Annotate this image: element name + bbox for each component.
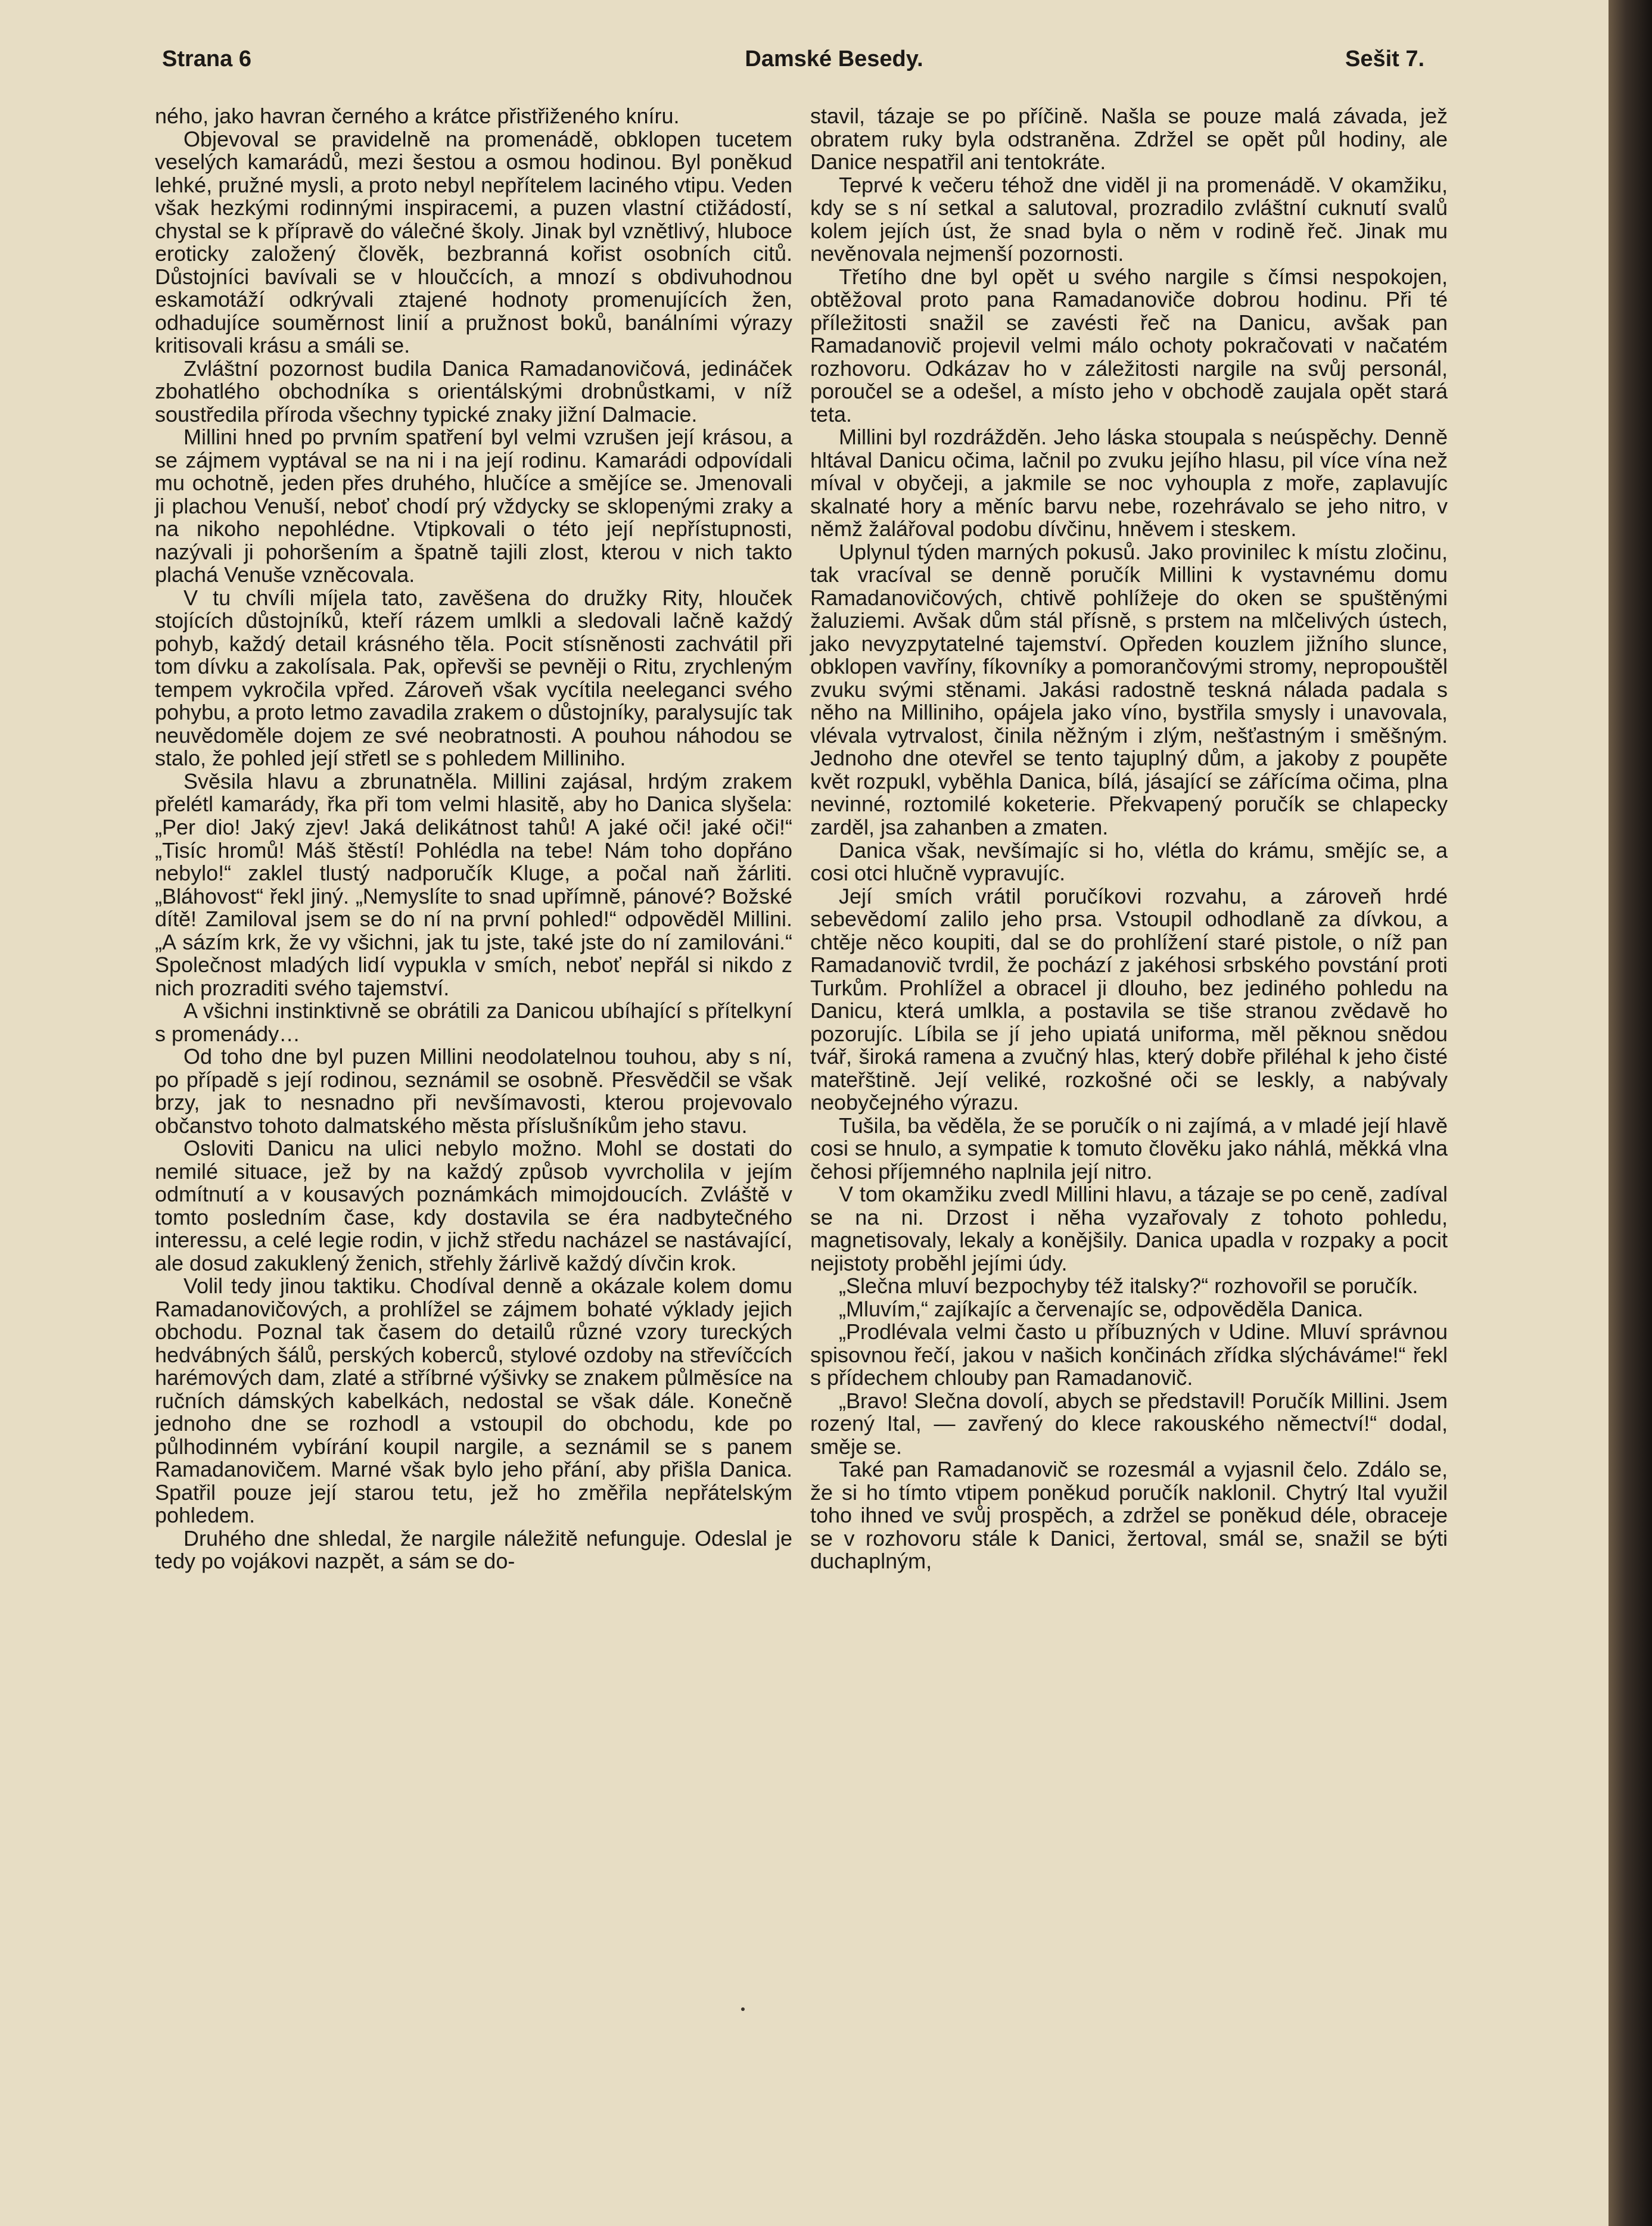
paragraph: „Prodlévala velmi často u příbuzných v Udine. Mluví správnou spisovnou řečí, jakou v našich končinách zřídka slýcháváme!“ řekl s přídechem chlouby pan Ramadanovič. [810, 1319, 1448, 1390]
left-text-column [155, 105, 792, 1573]
paragraph: V tu chvíli míjela tato, zavěšena do družky Rity, hlouček stojících důstojníků, kteří rázem umlkli a sledovali lačně každý pohyb, každý detail krásného těla. Pocit stísněnosti zachvátil při tom dívku a zakolísala. Pak, opřevši se pevněji o Ritu, zrychleným tempem vykročila vpřed. Zároveň však vycítila neeleganci svého pohybu, a proto letmo zavadila zrakem o důstojníky, paralysujíc tak neuvědoměle dojem ze své neobratnosti. A pouhou náhodou se stalo, že pohled její střetl se s pohledem Milliniho. [155, 585, 792, 771]
paragraph: V tom okamžiku zvedl Millini hlavu, a tázaje se po ceně, zadíval se na ni. Drzost i něha vyzařovaly z tohoto pohledu, magnetisovaly, lekaly a konějšily. Danica upadla v rozpaky a pocit nejistoty proběhl jejími údy. [810, 1182, 1448, 1275]
issue-label: Sešit 7. [1345, 46, 1425, 71]
paragraph: Volil tedy jinou taktiku. Chodíval denně a okázale kolem domu Ramadanovičových, a prohlížel se zájmem bohaté výklady jejich obchodu. Poznal tak časem do detailů různé vzory tureckých hedvábných šálů, perských koberců, stylové ozdoby na střevíčcích harémových dam, zlaté a stříbrné výšivky se znakem půlměsíce na ručních dámských kabelkách, nedostal se však dále. Konečně jednoho dne se rozhodl a vstoupil do obchodu, kde po půlhodinném vybírání koupil nargile, a seznámil se s panem Ramadanovičem. Marné však bylo jeho přání, aby přišla Danica. Spatřil pouze její starou tetu, jež ho změřila nepřátelským pohledem. [155, 1274, 792, 1528]
paragraph: ného, jako havran černého a krátce přistřiženého kníru. [155, 104, 680, 128]
paragraph: Millini byl rozdrážděn. Jeho láska stoupala s neúspěchy. Denně hltával Danicu očima, lačnil po zvuku jejího hlasu, pil více vína než míval v obyčeji, a jakmile se noc vyhoupla z moře, zaplavujíc skalnaté hory a měníc barvu nebe, rozehrávalo se jeho nitro, v němž žalářoval podobu dívčinu, hněvem i steskem. [810, 425, 1448, 541]
paragraph: Třetího dne byl opět u svého nargile s čímsi nespokojen, obtěžoval proto pana Ramadanoviče dobrou hodinu. Při té příležitosti snažil se zavésti řeč na Danicu, avšak pan Ramadanovič projevil velmi málo ochoty pokračovati v načatém rozhovoru. Odkázav ho v záležitosti nargile na svůj personál, poroučel se a odešel, a místo jeho v obchodě zaujala opět stará teta. [810, 264, 1448, 426]
paragraph: stavil, tázaje se po příčině. Našla se pouze malá závada, jež obratem ruky byla odstraněna. Zdržel se opět půl hodiny, ale Danice nespatřil ani tentokráte. [810, 104, 1448, 175]
paragraph: „Slečna mluví bezpochyby též italsky?“ rozhovořil se poručík. [839, 1274, 1418, 1299]
paragraph: Danica však, nevšímajíc si ho, vlétla do krámu, smějíc se, a cosi otci hlučně vypravujíc. [810, 838, 1448, 886]
paragraph: „Bravo! Slečna dovolí, abych se představil! Poručík Millini. Jsem rozený Ital, — zavřený do klece rakouského němectví!“ dodal, směje se. [810, 1388, 1448, 1459]
paragraph: Millini hned po prvním spatření byl velmi vzrušen její krásou, a se zájmem vyptával se na ni i na její rodinu. Kamarádi odpovídali mu ochotně, jeden přes druhého, hlučíce a smějíce se. Jmenovali ji plachou Venuší, neboť chodí prý vždycky se sklopenými zraky a na nikoho nepohlédne. Vtipkovali o této její nepřístupnosti, nazývali ji pohoršením a špatně tajili zlost, kterou v nich takto plachá Venuše vzněcovala. [155, 425, 792, 587]
paragraph: „Mluvím,“ zajíkajíc a červenajíc se, odpověděla Danica. [839, 1296, 1364, 1321]
right-text-column [810, 105, 1448, 1573]
page-dot-mark [741, 2007, 745, 2011]
paragraph: Také pan Ramadanovič se rozesmál a vyjasnil čelo. Zdálo se, že si ho tímto vtipem poněkud poručík naklonil. Chytrý Ital využil toho ihned ve svůj prospěch, a zdržel se poněkud déle, obraceje se v rozhovoru stále k Danici, žertoval, smál se, snažil se býti duchaplným, [810, 1457, 1448, 1574]
paragraph: Zvláštní pozornost budila Danica Ramadanovičová, jedináček zbohatlého obchodníka s orientálskými drobnůstkami, v níž soustředila příroda všechny typické znaky jižní Dalmacie. [155, 356, 792, 426]
paragraph: Teprvé k večeru téhož dne viděl ji na promenádě. V okamžiku, kdy se s ní setkal a salutoval, prozradilo zvláštní cuknutí svalů kolem jejích úst, že snad byla o něm v rodině řeč. Jinak mu nevěnovala nejmenší pozornosti. [810, 172, 1448, 266]
paragraph: Tušila, ba věděla, že se poručík o ni zajímá, a v mladé její hlavě cosi se hnulo, a sympatie k tomuto člověku jako náhlá, měkká vlna čehosi příjemného naplnila její nitro. [810, 1113, 1448, 1184]
page-number-label: Strana 6 [162, 46, 251, 71]
paragraph: Osloviti Danicu na ulici nebylo možno. Mohl se dostati do nemilé situace, jež by na každý způsob vyvrcholila v jejím odmítnutí a v kousavých poznámkách mimojdoucích. Zvláště v tomto posledním čase, kdy dostavila se éra nadbytečného interessu, a celé legie rodin, v jichž středu nacházel se nastávající, ale dosud zakuklený ženich, střehly žárlivě každý dívčin krok. [155, 1136, 792, 1275]
paragraph: A všichni instinktivně se obrátili za Danicou ubíhající s přítelkyní s promenády… [155, 998, 792, 1046]
paragraph: Objevoval se pravidelně na promenádě, obklopen tucetem veselých kamarádů, mezi šestou a osmou hodinou. Byl poněkud lehké, pružné mysli, a proto nebyl nepřítelem laciného vtipu. Veden však hezkými rodinnými inspiracemi, a puzen vlastní ctižádostí, chystal se k přípravě do válečné školy. Jinak byl vznětlivý, hluboce eroticky založený člověk, bezbranná kořist osobních citů. Důstojníci bavívali se v hloučcích, a mnozí s obdivuhodnou eskamotáží odkrývali ztajené hodnoty promenujících žen, odhadujíce souměrnost linií a pružnost boků, banálními výrazy kritisovali krásu a smáli se. [155, 126, 792, 358]
paragraph: Od toho dne byl puzen Millini neodolatelnou touhou, aby s ní, po případě s její rodinou, seznámil se osobně. Přesvědčil se však brzy, jak to nesnadno při nevšímavosti, kterou projevovalo občanstvo tohoto dalmatského města příslušníkům jeho stavu. [155, 1044, 792, 1138]
paragraph: Svěsila hlavu a zbrunatněla. Millini zajásal, hrdým zrakem přelétl kamarády, řka při tom velmi hlasitě, aby ho Danica slyšela: „Per dio! Jaký zjev! Jaká delikátnost tahů! A jaké oči! jaké oči!“ „Tisíc hromů! Máš štěstí! Pohlédla na tebe! Nám toho dopřáno nebylo!“ zaklel tlustý nadporučík Kluge, a počal naň žárliti. „Bláhovost“ řekl jiný. „Nemyslíte to snad upřímně, pánové? Božské dítě! Zamiloval jsem se do ní na první pohled!“ odpověděl Millini. „A sázím krk, že vy všichni, jak tu jste, také jste do ní zamilováni.“ Společnost mladých lidí vypukla v smích, neboť nepřál si nikdo z nich prozraditi svého tajemství. [155, 768, 792, 1000]
paragraph: Její smích vrátil poručíkovi rozvahu, a zároveň hrdé sebevědomí zalilo jeho prsa. Vstoupil odhodlaně za dívkou, a chtěje něco koupiti, dal se do prohlížení staré pistole, o níž pan Ramadanovič tvrdil, že pochází z jakéhosi srbského povstání proti Turkům. Prohlížel a obracel ji dlouho, bez jediného pohledu na Danicu, která umlkla, a postavila se tiše stranou zvědavě ho pozorujíc. Líbila se jí jeho upiatá uniforma, měl pěknou snědou tvář, široká ramena a zvučný hlas, který dobře přiléhal k jeho čisté mateřštině. Její veliké, rozkošné oči se leskly, a nabývaly neobyčejného výrazu. [810, 883, 1448, 1115]
journal-title: Damské Besedy. [745, 46, 923, 71]
page-binding-edge [1609, 0, 1652, 2226]
paragraph: Uplynul týden marných pokusů. Jako provinilec k místu zločinu, tak vracíval se denně poručík Millini k vystavnému domu Ramadanovičových, chtivě pohlížeje do oken se spuštěnými žaluziemi. Avšak dům stál přísně, s prstem na mlčelivých ústech, jako nevyzpytatelné tajemství. Opředen kouzlem jižního slunce, obklopen vavříny, fíkovníky a pomorančovými stromy, nepropouštěl zvuku svými stěnami. Jakási radostně teskná nálada padala s něho na Milliniho, opájela jako víno, bystřila smysly i unavovala, vlévala vytrvalost, činila něžným i zlým, nešťastným i směšným. Jednoho dne otevřel se tento tajuplný dům, a jakoby z poupěte květ rozpukl, vyběhla Danica, bílá, jásající se zářícíma očima, plna nevinné, roztomilé koketerie. Překvapený poručík se chlapecky zarděl, jsa zahanben a zmaten. [810, 539, 1448, 839]
paragraph: Druhého dne shledal, že nargile náležitě nefunguje. Odeslal je tedy po vojákovi nazpět, a sám se do- [155, 1525, 792, 1574]
